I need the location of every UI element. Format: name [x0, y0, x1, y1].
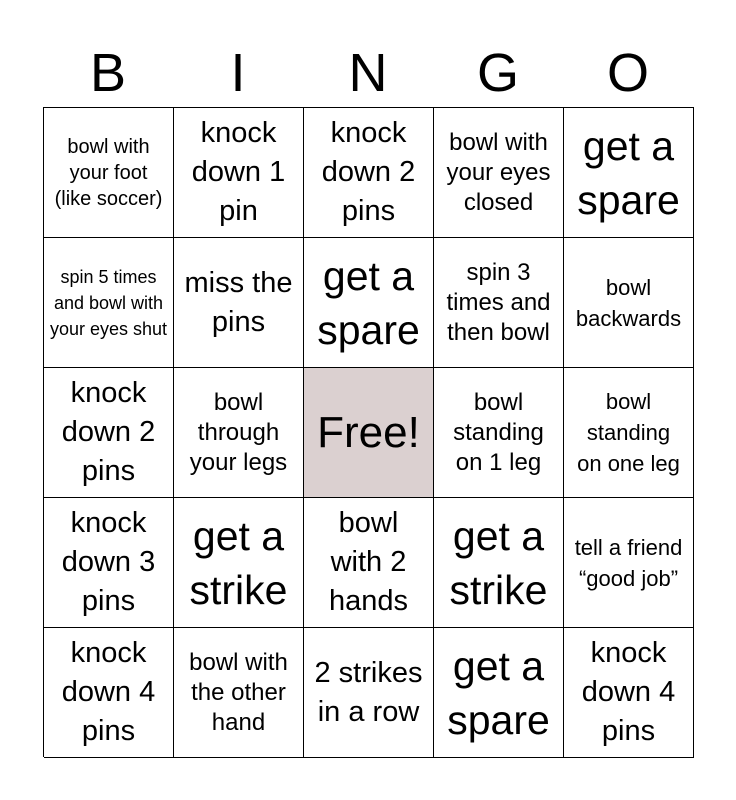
- cell-text: bowl through your legs: [189, 388, 288, 476]
- cell-text: bowl standing on 1 leg: [453, 388, 544, 476]
- cell-text: bowl with the other hand: [189, 648, 288, 736]
- cell-text: get a strike: [189, 512, 288, 613]
- bingo-cell-r5-c2: [174, 628, 304, 758]
- cell-text: tell a friend “good job”: [574, 534, 683, 591]
- bingo-cell-r1-c2: [174, 108, 304, 238]
- header-letter-b: B: [89, 43, 127, 103]
- bingo-cell-r1-c4: [434, 108, 564, 238]
- free-space-label: Free!: [317, 407, 420, 457]
- cell-text: bowl standing on one leg: [577, 389, 680, 476]
- cell-text: miss the pins: [184, 266, 293, 338]
- bingo-card-grid: [43, 107, 694, 757]
- bingo-cell-r3-c2: [174, 368, 304, 498]
- cell-text: get a spare: [447, 642, 550, 743]
- bingo-cell-r3-c4: [434, 368, 564, 498]
- bingo-cell-r2-c3: [304, 238, 434, 368]
- bingo-cell-r5-c4: [434, 628, 564, 758]
- bingo-cell-r4-c5: [564, 498, 694, 628]
- cell-text: 2 strikes in a row: [314, 656, 423, 728]
- bingo-cell-r5-c3: [304, 628, 434, 758]
- cell-text: spin 3 times and then bowl: [446, 258, 551, 346]
- bingo-cell-r1-c5: [564, 108, 694, 238]
- bingo-cell-r3-c5: [564, 368, 694, 498]
- bingo-cell-r2-c2: [174, 238, 304, 368]
- bingo-header: [43, 40, 693, 106]
- header-letter-i: I: [230, 43, 246, 103]
- header-letter-o: O: [606, 43, 649, 103]
- cell-text: knock down 2 pins: [61, 377, 156, 487]
- cell-text: knock down 2 pins: [321, 117, 416, 227]
- bingo-cell-r1-c1: [44, 108, 174, 238]
- bingo-cell-r2-c4: [434, 238, 564, 368]
- cell-text: get a spare: [577, 122, 680, 223]
- cell-text: get a strike: [449, 512, 548, 613]
- bingo-cell-r4-c3: [304, 498, 434, 628]
- header-letter-g: G: [476, 43, 519, 103]
- bingo-cell-r2-c5: [564, 238, 694, 368]
- cell-text: knock down 1 pin: [191, 117, 286, 227]
- bingo-cell-r2-c1: [44, 238, 174, 368]
- cell-text: knock down 4 pins: [581, 637, 676, 747]
- cell-text: spin 5 times and bowl with your eyes shut: [49, 266, 168, 339]
- bingo-cell-r4-c4: [434, 498, 564, 628]
- bingo-cell-r4-c2: [174, 498, 304, 628]
- cell-text: bowl backwards: [575, 274, 682, 331]
- bingo-cell-r1-c3: [304, 108, 434, 238]
- cell-text: get a spare: [317, 252, 420, 353]
- bingo-cell-r5-c5: [564, 628, 694, 758]
- bingo-cell-r5-c1: [44, 628, 174, 758]
- cell-text: knock down 3 pins: [61, 507, 156, 617]
- cell-text: bowl with 2 hands: [328, 507, 408, 617]
- cell-text: knock down 4 pins: [61, 637, 156, 747]
- bingo-cell-r4-c1: [44, 498, 174, 628]
- header-letter-n: N: [348, 43, 388, 103]
- cell-text: bowl with your eyes closed: [446, 128, 551, 216]
- cell-text: bowl with your foot (like soccer): [54, 135, 163, 210]
- bingo-cell-r3-c1: [44, 368, 174, 498]
- bingo-cell-free: [304, 368, 434, 498]
